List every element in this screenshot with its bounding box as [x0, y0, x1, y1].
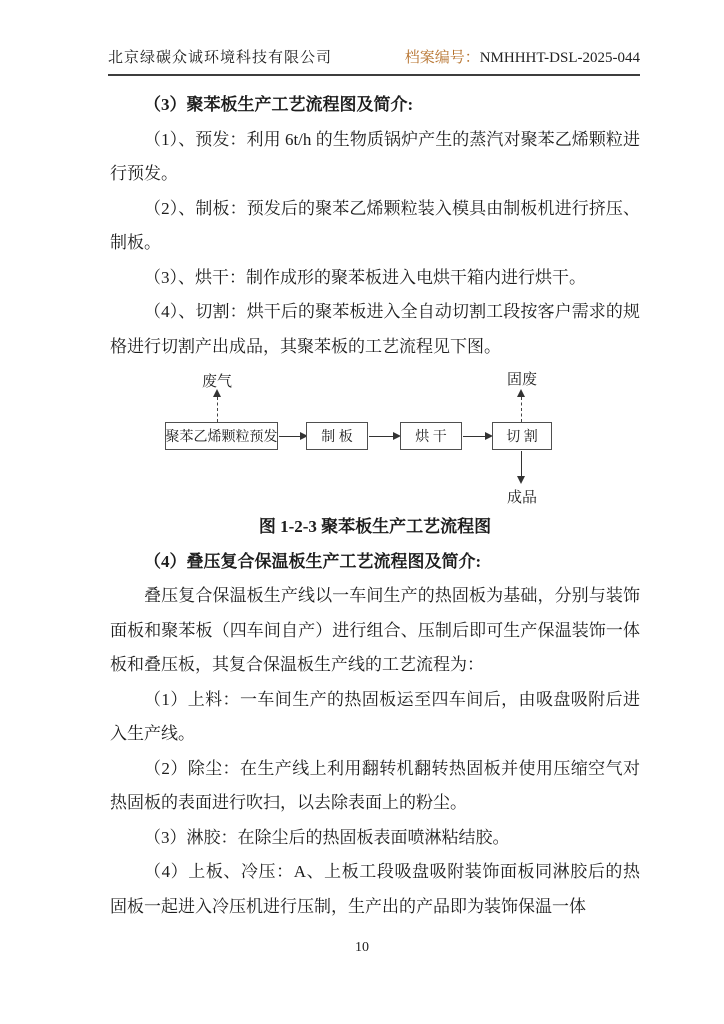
page-number: 10 — [355, 940, 369, 955]
product-label: 成品 — [507, 490, 538, 506]
paragraph-glue-spraying: （3）淋胶：在除尘后的热固板表面喷淋粘结胶。 — [144, 827, 510, 847]
paragraph-dust-removal: （2）除尘：在生产线上利用翻转机翻转热固板并使用压缩空气对热固板的表面进行吹扫，以去除表面上的粉尘。 — [110, 758, 640, 812]
paragraph-cold-pressing: （4）上板、冷压：A、上板工段吸盘吸附装饰面板同淋胶后的热固板一起进入冷压机进行压制，生产出的产品即为装饰保温一体 — [110, 862, 640, 916]
section-4-heading: （4）叠压复合保温板生产工艺流程图及简介: — [144, 551, 482, 571]
product-arrow — [521, 451, 522, 476]
process-box-prefoaming: 聚苯乙烯颗粒预发 — [165, 422, 278, 450]
paragraph-lamination-intro: 叠压复合保温板生产线以一车间生产的热固板为基础，分别与装饰面板和聚苯板（四车间自产）进行组合、压制后即可生产保温装饰一体板和叠压板，其复合保温板生产线的工艺流程为： — [110, 586, 640, 674]
paragraph-prefoaming: （1）、预发：利用 6t/h 的生物质锅炉产生的蒸汽对聚苯乙烯颗粒进行预发。 — [110, 129, 640, 183]
process-box-drying: 烘 干 — [400, 422, 462, 450]
solid-waste-label: 固废 — [507, 372, 538, 388]
flow-arrow-2 — [369, 436, 399, 437]
process-box-board-making: 制 板 — [306, 422, 368, 450]
section-3-heading: （3）聚苯板生产工艺流程图及简介: — [144, 95, 414, 114]
paragraph-board-making: （2）、制板：预发后的聚苯乙烯颗粒装入模具由制板机进行挤压、制板。 — [110, 198, 640, 252]
archive-number-field — [405, 46, 640, 67]
paragraph-drying: （3）、烘干：制作成形的聚苯板进入电烘干箱内进行烘干。 — [144, 267, 586, 287]
page-header — [108, 46, 640, 76]
process-flow-diagram — [110, 366, 640, 508]
company-name: 北京绿碳众诚环境科技有限公司 — [108, 50, 333, 66]
document-body — [110, 88, 640, 924]
paragraph-loading: （1）上料：一车间生产的热固板运至四车间后，由吸盘吸附后进入生产线。 — [110, 689, 640, 743]
archive-label: 档案编号： — [404, 50, 480, 66]
waste-gas-label: 废气 — [202, 374, 233, 390]
solid-waste-dashed-arrow — [521, 397, 522, 422]
archive-number: NMHHHT-DSL-2025-044 — [479, 50, 640, 66]
flow-arrow-3 — [463, 436, 491, 437]
figure-caption: 图 1-2-3 聚苯板生产工艺流程图 — [258, 517, 492, 536]
process-box-cutting: 切 割 — [492, 422, 552, 450]
flow-arrow-1 — [279, 436, 306, 437]
waste-gas-dashed-arrow — [217, 397, 218, 422]
paragraph-cutting: （4）、切割：烘干后的聚苯板进入全自动切割工段按客户需求的规格进行切割产出成品，其聚苯板的工艺流程见下图。 — [110, 302, 640, 356]
